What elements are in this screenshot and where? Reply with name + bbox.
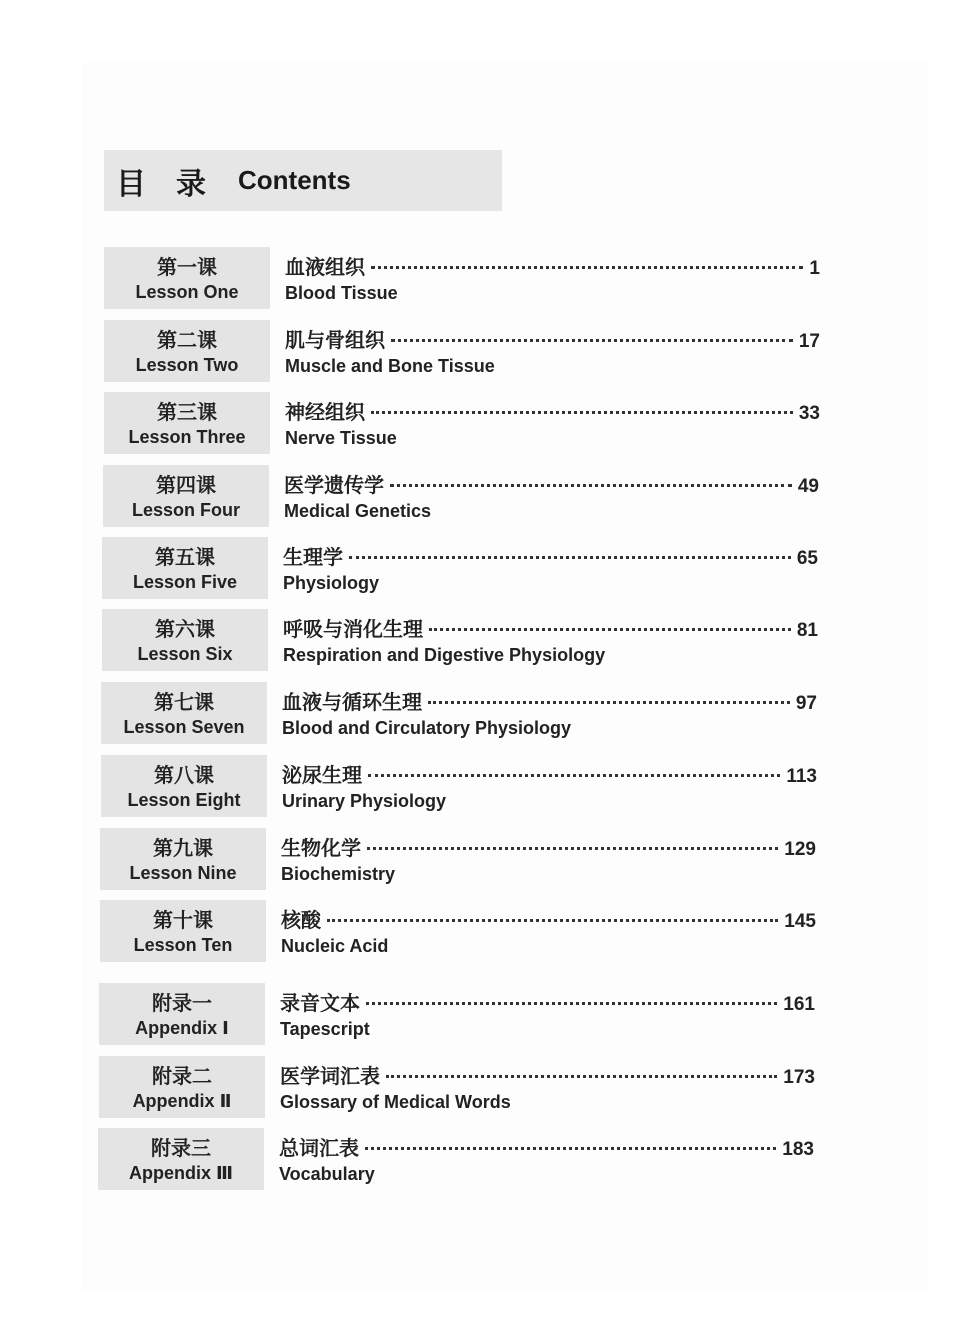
- appendix-label: [98, 1128, 264, 1190]
- page-number: 113: [786, 766, 817, 787]
- entry-title-en: Muscle and Bone Tissue: [285, 356, 495, 376]
- lesson-label-cn: 第五课: [155, 547, 215, 569]
- dot-leader: [428, 701, 790, 704]
- page-number: 49: [797, 476, 819, 497]
- page-number: 173: [783, 1067, 815, 1088]
- page-number: 183: [782, 1139, 814, 1160]
- lesson-label-en: Lesson Eight: [127, 790, 241, 810]
- dot-leader: [368, 774, 780, 777]
- lesson-label-cn: 第四课: [156, 475, 216, 497]
- lesson-label-en: Lesson Six: [137, 644, 233, 664]
- lesson-label-en: Lesson Ten: [133, 935, 233, 955]
- lesson-label: [104, 320, 270, 382]
- page-number: 17: [798, 331, 820, 352]
- page-number: 81: [796, 620, 818, 641]
- lesson-label: [104, 247, 270, 309]
- entry-title-cn: 医学词汇表: [280, 1066, 380, 1088]
- dot-leader: [386, 1075, 777, 1078]
- appendix-label: [99, 1056, 265, 1118]
- dot-leader: [391, 339, 793, 342]
- entry-title-cn: 总词汇表: [279, 1138, 359, 1160]
- heading-cn-char-2: 录: [176, 167, 206, 201]
- appendix-entry: [279, 1128, 814, 1190]
- entry-title-en: Blood and Circulatory Physiology: [282, 718, 572, 738]
- entry-title-en: Blood Tissue: [285, 283, 398, 303]
- lesson-entry: [281, 828, 816, 890]
- dot-leader: [429, 628, 791, 631]
- entry-title-en: Respiration and Digestive Physiology: [283, 645, 606, 665]
- lesson-label-cn: 第二课: [157, 330, 217, 352]
- lesson-label-en: Lesson Two: [135, 355, 239, 375]
- lesson-label: [103, 465, 269, 527]
- lesson-label-en: Lesson Four: [131, 500, 240, 520]
- lesson-label-en: Lesson Three: [128, 427, 246, 447]
- dot-leader: [371, 411, 793, 414]
- lesson-label-cn: 第六课: [155, 619, 215, 641]
- lesson-entry: [281, 900, 816, 962]
- lesson-label-cn: 第九课: [153, 838, 213, 860]
- lesson-label-en: Lesson Five: [132, 572, 238, 592]
- page-number: 129: [784, 839, 816, 860]
- dot-leader: [371, 266, 803, 269]
- entry-title-cn: 医学遗传学: [284, 475, 384, 497]
- entry-title-cn: 泌尿生理: [282, 765, 362, 787]
- heading-en: Contents: [238, 165, 351, 195]
- lesson-entry: [285, 392, 820, 454]
- appendix-entry: [280, 983, 815, 1045]
- appendix-label-en: Appendix Ⅰ: [135, 1018, 229, 1038]
- lesson-label-cn: 第七课: [154, 692, 214, 714]
- entry-title-cn: 核酸: [281, 910, 321, 932]
- entry-title-cn: 神经组织: [285, 402, 365, 424]
- contents-heading: [104, 150, 502, 211]
- dot-leader: [365, 1147, 776, 1150]
- entry-title-en: Physiology: [283, 573, 380, 593]
- lesson-label: [104, 392, 270, 454]
- lesson-label-en: Lesson Seven: [123, 717, 245, 737]
- lesson-label: [102, 609, 268, 671]
- lesson-label-en: Lesson One: [135, 282, 239, 302]
- page-number: 145: [784, 911, 816, 932]
- appendix-label: [99, 983, 265, 1045]
- entry-title-en: Tapescript: [280, 1019, 370, 1039]
- appendix-label-en: Appendix Ⅱ: [132, 1091, 232, 1111]
- lesson-label: [101, 682, 267, 744]
- entry-title-en: Nerve Tissue: [285, 428, 397, 448]
- lesson-entry: [283, 537, 818, 599]
- appendix-label-cn: 附录一: [152, 993, 212, 1015]
- lesson-entry: [285, 320, 820, 382]
- appendix-entry: [280, 1056, 815, 1118]
- lesson-label: [100, 900, 266, 962]
- lesson-entry: [285, 247, 820, 309]
- lesson-label: [102, 537, 268, 599]
- entry-title-en: Biochemistry: [281, 864, 396, 884]
- dot-leader: [390, 484, 792, 487]
- dot-leader: [349, 556, 791, 559]
- lesson-label-en: Lesson Nine: [129, 863, 237, 883]
- lesson-label-cn: 第三课: [157, 402, 217, 424]
- page-number: 33: [798, 403, 820, 424]
- lesson-label-cn: 第八课: [154, 765, 214, 787]
- appendix-label-en: Appendix Ⅲ: [128, 1163, 234, 1183]
- lesson-entry: [283, 609, 818, 671]
- entry-title-cn: 录音文本: [280, 993, 360, 1015]
- entry-title-cn: 血液与循环生理: [282, 692, 422, 714]
- entry-title-en: Urinary Physiology: [282, 791, 447, 811]
- entry-title-cn: 生理学: [283, 547, 343, 569]
- entry-title-cn: 呼吸与消化生理: [283, 619, 423, 641]
- dot-leader: [366, 1002, 777, 1005]
- appendix-label-cn: 附录三: [151, 1138, 211, 1160]
- lesson-entry: [282, 755, 817, 817]
- entry-title-cn: 肌与骨组织: [285, 330, 385, 352]
- lesson-label: [100, 828, 266, 890]
- dot-leader: [367, 847, 778, 850]
- dot-leader: [327, 919, 778, 922]
- heading-cn-char-1: 目: [116, 167, 146, 201]
- entry-title-en: Medical Genetics: [284, 501, 432, 521]
- entry-title-cn: 血液组织: [285, 257, 365, 279]
- entry-title-cn: 生物化学: [281, 838, 361, 860]
- entry-title-en: Nucleic Acid: [281, 936, 389, 956]
- appendix-label-cn: 附录二: [152, 1066, 212, 1088]
- page-number: 161: [783, 994, 815, 1015]
- page-number: 97: [795, 693, 817, 714]
- lesson-entry: [282, 682, 817, 744]
- entry-title-en: Vocabulary: [279, 1164, 375, 1184]
- entry-title-en: Glossary of Medical Words: [280, 1092, 511, 1112]
- page-number: 65: [796, 548, 818, 569]
- lesson-entry: [284, 465, 819, 527]
- page-number: 1: [809, 258, 820, 279]
- lesson-label-cn: 第一课: [157, 257, 217, 279]
- lesson-label-cn: 第十课: [153, 910, 213, 932]
- lesson-label: [101, 755, 267, 817]
